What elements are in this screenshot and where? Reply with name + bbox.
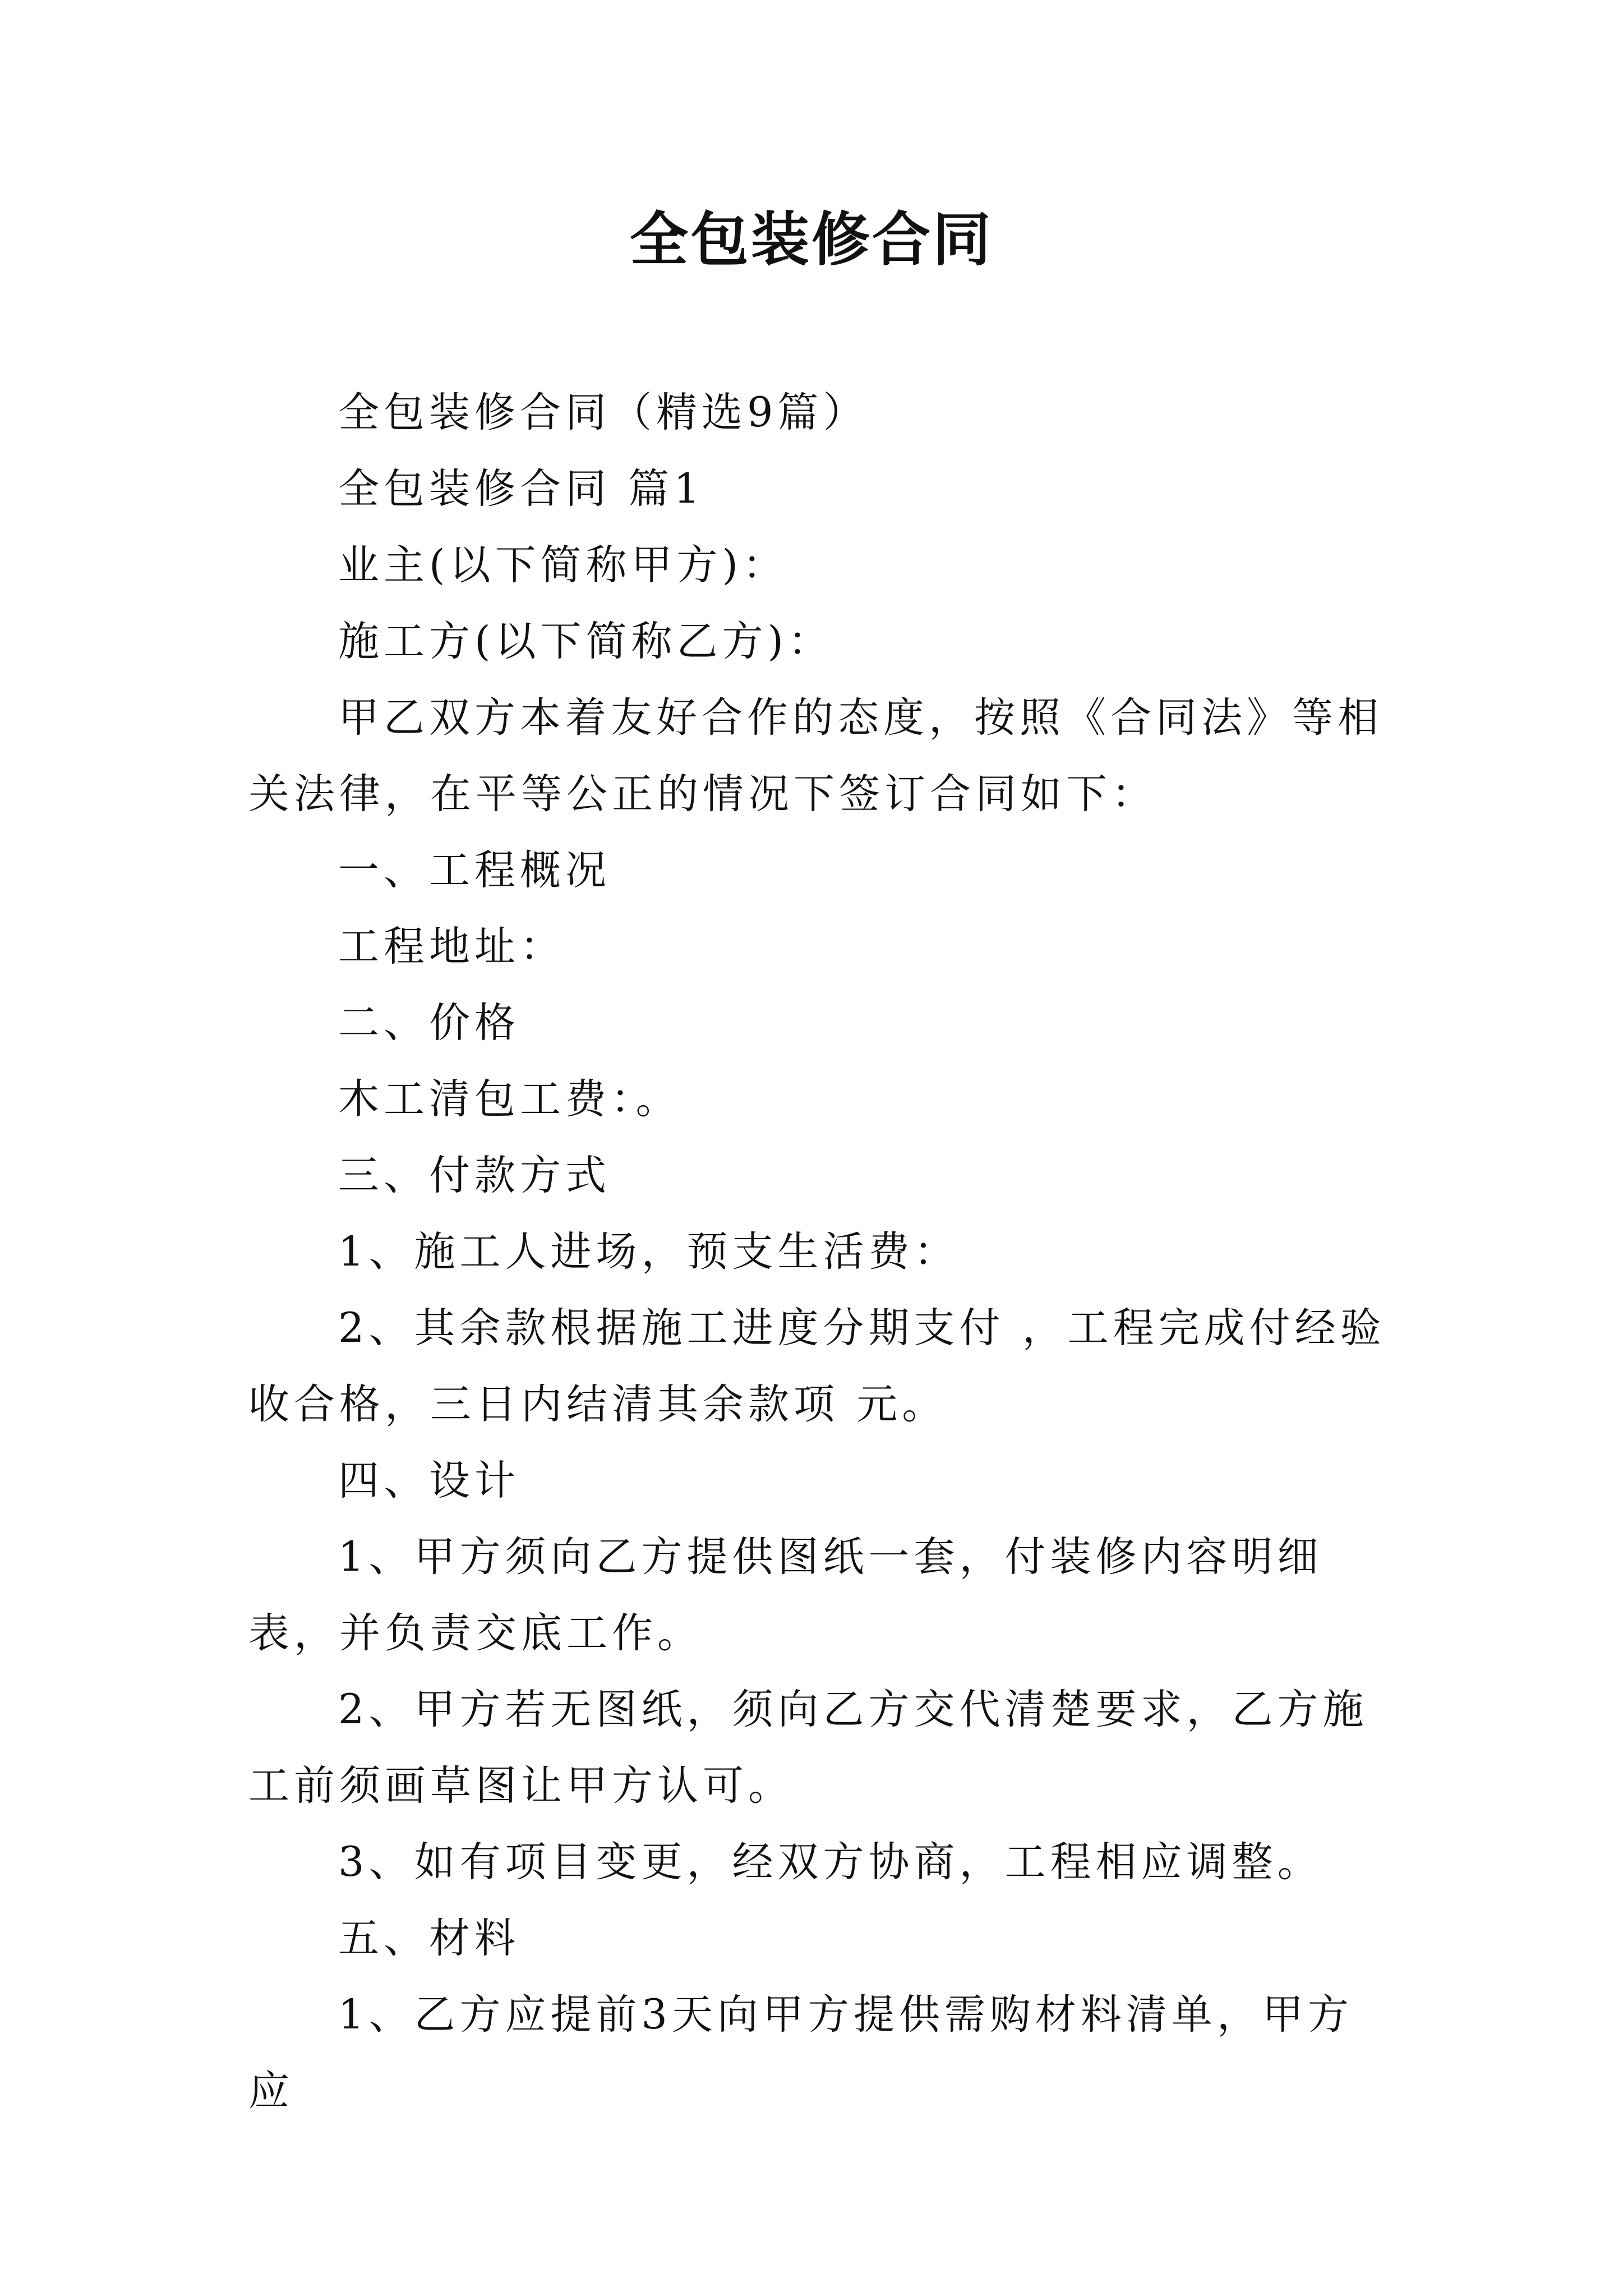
heading-materials: 五、材料 — [338, 1915, 520, 1962]
paragraph-payment-2: 2、其余款根据施工进度分期支付 ，工程完成付经验收合格，三日内结清其余款项 元。 — [248, 1304, 1386, 1428]
paragraph-preamble: 甲乙双方本着友好合作的态度，按照《合同法》等相关法律，在平等公正的情况下签订合同如下： — [248, 694, 1383, 818]
document-title: 全包装修合同 — [629, 205, 993, 274]
paragraph-carpentry-fee: 木工清包工费：。 — [338, 1075, 681, 1123]
paragraph-party-b: 施工方(以下简称乙方)： — [338, 618, 833, 665]
paragraph-section-heading: 全包装修合同 篇1 — [338, 465, 704, 513]
paragraph-design-2: 2、甲方若无图纸，须向乙方交代清楚要求，乙方施工前须画草图让甲方认可。 — [248, 1686, 1368, 1810]
paragraph-materials-1: 1、乙方应提前3天向甲方提供需购材料清单，甲方应 — [248, 1991, 1353, 2115]
paragraph-design-3: 3、如有项目变更，经双方协商，工程相应调整。 — [338, 1838, 1323, 1886]
heading-payment: 三、付款方式 — [338, 1152, 611, 1199]
paragraph-party-a: 业主(以下简称甲方)： — [338, 541, 788, 589]
paragraph-payment-1: 1、施工人进场，预支生活费： — [338, 1228, 960, 1276]
paragraph-project-address: 工程地址： — [338, 923, 565, 970]
heading-price: 二、价格 — [338, 999, 520, 1047]
document-body — [248, 375, 1393, 2129]
paragraph-design-1: 1、甲方须向乙方提供图纸一套，付装修内容明细表，并负责交底工作。 — [248, 1533, 1323, 1657]
heading-design: 四、设计 — [338, 1457, 520, 1504]
heading-project-overview: 一、工程概况 — [338, 846, 611, 894]
paragraph-subtitle: 全包装修合同（精选9篇） — [338, 389, 869, 436]
